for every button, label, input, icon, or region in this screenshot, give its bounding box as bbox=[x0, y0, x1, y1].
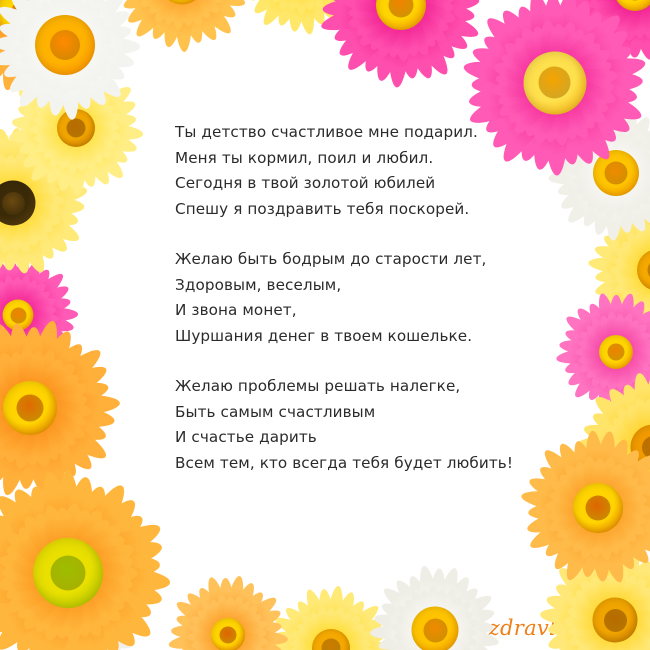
flower-core bbox=[599, 335, 633, 369]
flower-orange-bottom-big bbox=[0, 470, 170, 650]
flower-core bbox=[523, 51, 586, 114]
verse-line: Ты детство счастливое мне подарил. bbox=[175, 123, 478, 141]
verse-line: Сегодня в твой золотой юбилей bbox=[175, 174, 436, 192]
flower-core-center bbox=[17, 395, 44, 422]
verse-line: Всем тем, кто всегда тебя будет любить! bbox=[175, 453, 514, 472]
verse-line: Здоровым, веселым, bbox=[175, 275, 342, 294]
verse-line: И счастье дарить bbox=[175, 428, 317, 446]
flower-core-center bbox=[539, 67, 571, 99]
verse-stanza bbox=[175, 374, 575, 476]
flower-core bbox=[3, 381, 57, 435]
flower-core bbox=[211, 618, 245, 650]
flower-core bbox=[573, 483, 623, 533]
flower-core-center bbox=[50, 30, 80, 60]
flower-core-center bbox=[423, 618, 447, 642]
flower-core-center bbox=[220, 627, 237, 644]
flower-core-center bbox=[321, 638, 340, 650]
flower-core-center bbox=[66, 118, 85, 137]
flower-core-center bbox=[2, 192, 25, 215]
flower-core-center bbox=[604, 609, 627, 632]
verse-line: И звона монет, bbox=[175, 301, 297, 319]
flower-white-bottom-1 bbox=[370, 565, 500, 650]
verse-line: Шуршания денег в твоем кошельке. bbox=[175, 326, 473, 345]
flower-core bbox=[33, 538, 103, 608]
verse-line: Меня ты кормил, поил и любил. bbox=[175, 148, 434, 167]
flower-core bbox=[35, 15, 95, 75]
flower-core-center bbox=[604, 161, 627, 184]
flower-core bbox=[412, 607, 459, 650]
flower-core-center bbox=[625, 0, 646, 1]
verse-line: Желаю быть бодрым до старости лет, bbox=[175, 250, 487, 268]
verse-line: Быть самым счастливым bbox=[175, 402, 376, 421]
flower-core-center bbox=[388, 0, 413, 17]
flower-core-center bbox=[50, 555, 85, 590]
flower-magenta-top-1 bbox=[318, 0, 483, 87]
flower-orange-bottom-3 bbox=[168, 575, 288, 650]
flower-core bbox=[593, 598, 638, 643]
verse-stanza bbox=[175, 247, 575, 349]
verse-text-block bbox=[175, 120, 575, 476]
verse-line: Спешу я поздравить тебя поскорей. bbox=[175, 199, 470, 218]
flower-core-center bbox=[608, 344, 625, 361]
verse-line: Желаю проблемы решать налегке, bbox=[175, 377, 461, 395]
flower-core-center bbox=[585, 495, 610, 520]
